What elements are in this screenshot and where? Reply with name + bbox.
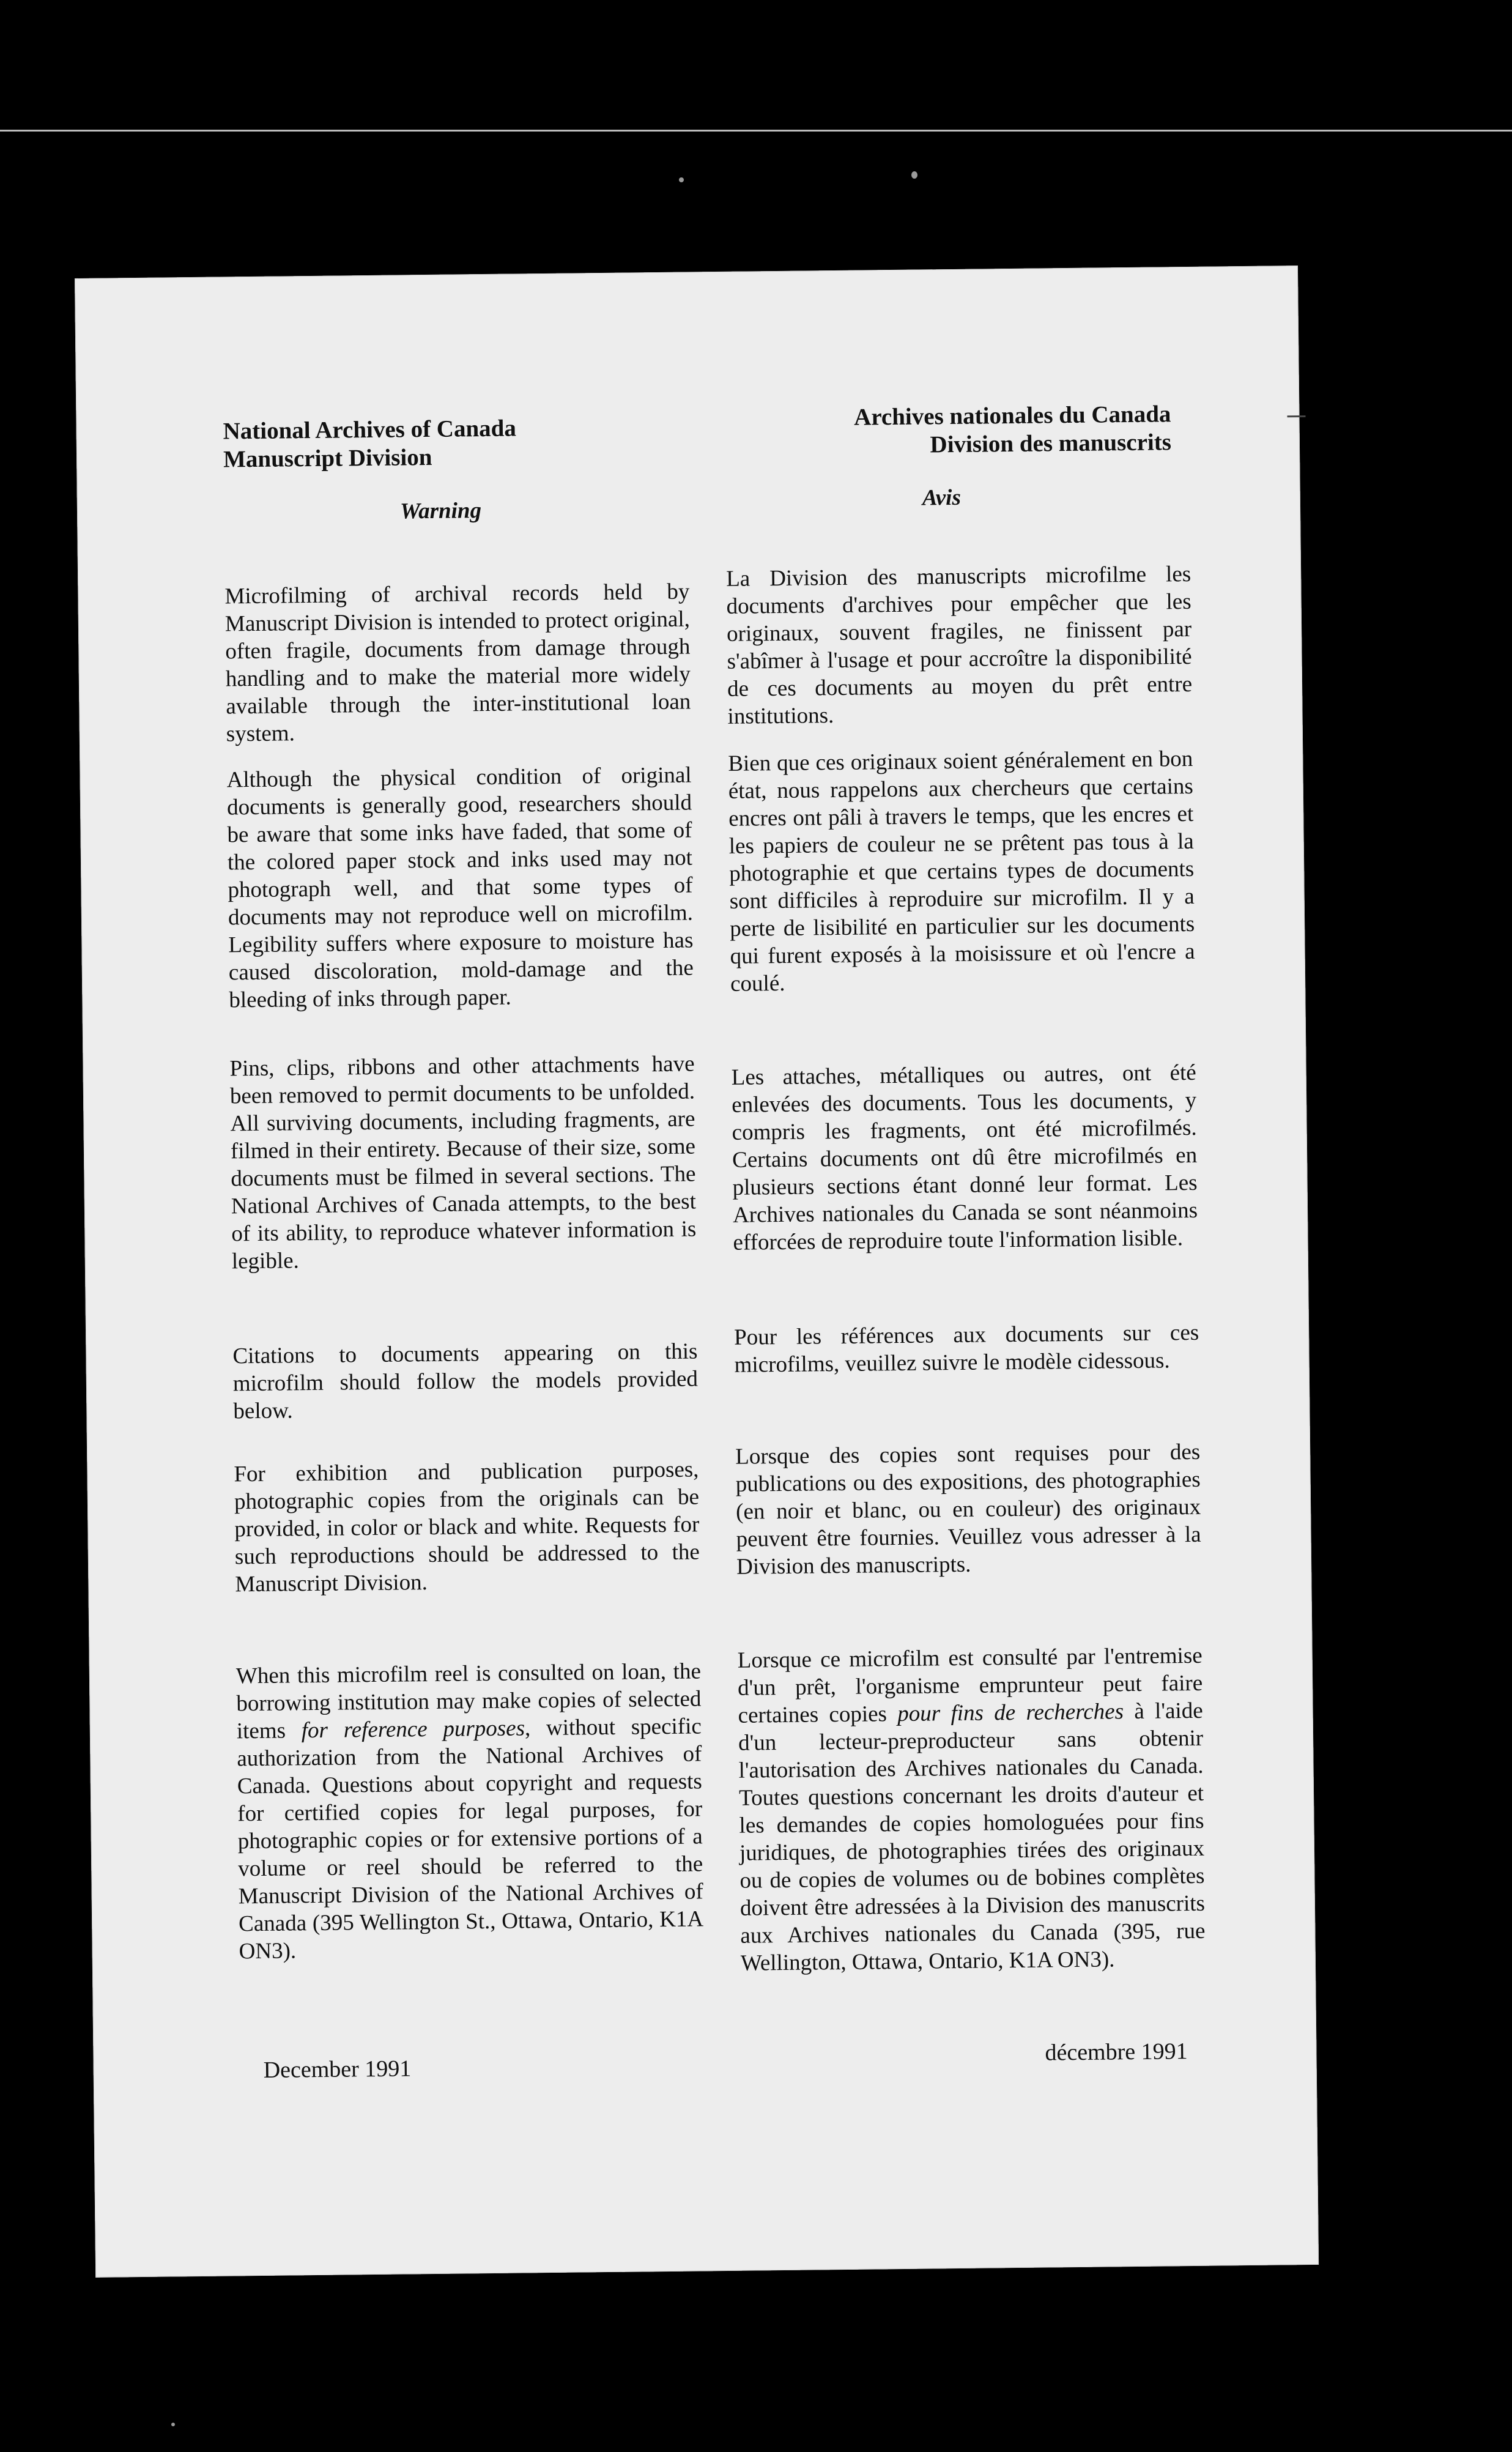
film-edge-line	[0, 130, 1512, 132]
loan-text-en-end: , without specific authorization from the National Archives of Canada. Questions about copyright and requests for certified copies for legal purposes, for photographic copies or for extensive portions of a volume or reel should be referred to the Manuscript Division of the National Archives of Canada (395 Wellington St., Ottawa, Ontario, K1A ON3).	[237, 1714, 704, 1964]
header-fr	[854, 400, 1171, 459]
paragraph-en-condition: Although the physical condition of original documents is generally good, researchers should be aware that some inks have faded, that some of the colored paper stock and inks used may not photograph well, and that some types of documents may not reproduce well on microfilm. Legibility suffers where exposure to moisture has caused discoloration, mold-damage and the bleeding of inks through paper.	[226, 762, 694, 1013]
org-name-en: National Archives of Canada	[223, 415, 517, 445]
paragraph-en-attachments: Pins, clips, ribbons and other attachments have been removed to permit documents to be unfolded. All surviving documents, including fragments, are filmed in their entirety. Because of their size, some documents must be filmed in several sections. The National Archives of Canada attempts, to the best of its ability, to reproduce whatever information is legible.	[229, 1051, 697, 1274]
org-name-fr: Archives nationales du Canada	[853, 401, 1171, 431]
date-fr: décembre 1991	[1045, 2038, 1188, 2066]
paragraph-fr-citations: Pour les références aux documents sur ces microfilms, veuillez suivre le modèle cidessous.	[733, 1320, 1199, 1378]
date-en: December 1991	[263, 2056, 412, 2083]
document-page	[75, 266, 1319, 2278]
loan-text-fr-end: à l'aide d'un lecteur-preproducteur sans obtenir l'autorisation des Archives nationales du Canada. Toutes questions concernant les droits d'auteur et les demandes de copies homologuées pour fins juridiques, de photographies tirées des originaux ou de copies de volumes ou de bobines complètes doivent être adressées à la Division des manuscrits aux Archives nationales du Canada (395, rue Wellington, Ottawa, Ontario, K1A ON3).	[738, 1698, 1206, 1976]
notice-title-en: Warning	[399, 498, 482, 524]
paragraph-en-citations: Citations to documents appearing on this microfilm should follow the models provided below.	[232, 1339, 699, 1424]
loan-text-fr-start: Lorsque ce microfilm est consulté par l'entremise d'un prêt, l'organisme emprunteur peut faire certaines copies	[737, 1643, 1203, 1728]
margin-mark	[1287, 415, 1305, 417]
paragraph-fr-attachments: Les attaches, métalliques ou autres, ont été enlevées des documents. Tous les documents, y compris les fragments, ont été microfilmés. Certains documents ont dû être microfilmés en plusieurs sections étant donné leur format. Les Archives nationales du Canada se sont néanmoins efforcées de reproduire toute l'information lisible.	[731, 1060, 1198, 1255]
loan-text-en-start: When this microfilm reel is consulted on loan, the borrowing institution may make copies of selected items	[235, 1659, 702, 1744]
paragraph-en-loan	[236, 1657, 704, 1965]
film-speck	[911, 171, 917, 179]
notice-title-fr: Avis	[922, 485, 962, 511]
paragraph-fr-condition: Bien que ces originaux soient généralement en bon état, nous rappelons aux chercheurs que certains encres ont pâli à travers le temps, que les encres et les papiers de couleur ne se prêtent pas tous à la photographie et que certains types de documents sont difficiles à reproduire sur microfilm. Il y a perte de lisibilité en particulier sur les documents qui furent exposés à la moisissure et où l'encre a coulé.	[728, 746, 1195, 997]
loan-emphasis-fr: pour fins de recherches	[897, 1699, 1124, 1727]
paragraph-fr-loan	[737, 1642, 1206, 1977]
film-speck	[171, 2423, 175, 2426]
header-en	[223, 414, 516, 474]
film-speck	[679, 177, 684, 182]
division-name-fr: Division des manuscrits	[930, 429, 1172, 458]
division-name-en: Manuscript Division	[223, 444, 432, 473]
paragraph-fr-reproductions: Lorsque des copies sont requises pour des publications ou des expositions, des photographies (en noir et blanc, ou en couleur) des originaux peuvent être fournies. Veuillez vous adresser à la Division des manuscripts.	[735, 1439, 1201, 1580]
paragraph-en-reproductions: For exhibition and publication purposes, photographic copies from the originals can be provided, in color or black and white. Requests for such reproductions should be addressed to the Manuscript Division.	[234, 1457, 700, 1597]
paragraph-fr-purpose: La Division des manuscripts microfilme les documents d'archives pour empêcher que les originaux, souvent fragiles, ne finissent par s'abîmer à l'usage et pour accroître la disponibilité de ces documents au moyen du prêt entre institutions.	[725, 561, 1193, 729]
paragraph-en-purpose: Microfilming of archival records held by Manuscript Division is intended to protect original, often fragile, documents from damage through handling and to make the material more widely available through the inter-institutional loan system.	[224, 579, 691, 747]
loan-emphasis-en: for reference purposes	[301, 1715, 525, 1744]
